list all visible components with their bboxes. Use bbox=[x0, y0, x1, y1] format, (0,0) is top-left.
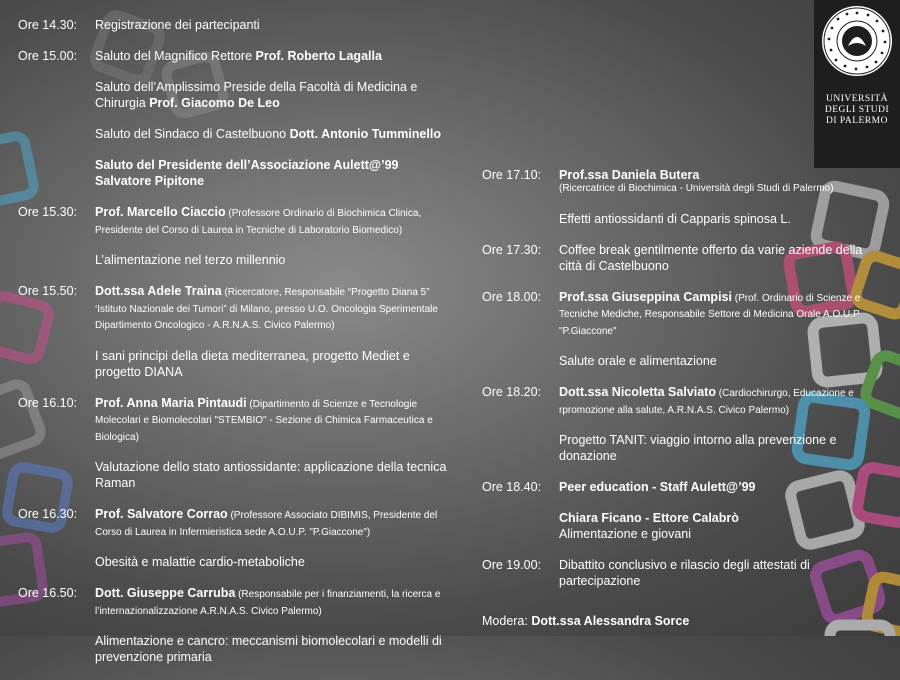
greeting-association: Saluto del Presidente dell’Associazione Aulett@’99 Salvatore Pipitone bbox=[95, 157, 458, 189]
program-left-column bbox=[18, 17, 458, 680]
speaker-role: (Dipartimento di Scienze e Tecnologie Molecolari e Biomolecolari "STEMBIO" - Sezione di Chimica Farmaceutica e Biologica) bbox=[95, 398, 433, 443]
talk-title: L’alimentazione nel terzo millennio bbox=[95, 253, 286, 267]
time-label: Ore 14.30: bbox=[18, 18, 78, 32]
time-label: Ore 16.50: bbox=[18, 586, 78, 600]
greetings-block bbox=[95, 48, 458, 189]
schedule-row bbox=[18, 283, 458, 380]
speaker-name: Dott. Giuseppe Carruba bbox=[95, 586, 236, 600]
schedule-row bbox=[18, 48, 458, 189]
schedule-row bbox=[482, 557, 882, 589]
time-label: Ore 15.30: bbox=[18, 205, 78, 219]
university-name-line1: UNIVERSITÀ bbox=[826, 94, 888, 104]
speaker-name: Prof.ssa Daniela Butera bbox=[559, 168, 700, 182]
talk-title: Progetto TANIT: viaggio intorno alla prevenzione e donazione bbox=[559, 433, 837, 463]
speaker-role: (Cardiochirurgo, Educazione e rpromozione alla salute, A.R.N.A.S. Civico Palermo) bbox=[559, 388, 854, 416]
speaker-name: Prof.ssa Giuseppina Campisi bbox=[559, 289, 732, 304]
session-title: Peer education - Staff Aulett@’99 bbox=[559, 480, 756, 494]
time-label: Ore 18.20: bbox=[482, 385, 542, 399]
speaker-name: Prof. Roberto Lagalla bbox=[255, 49, 382, 63]
university-name-line3: DI PALERMO bbox=[826, 116, 888, 126]
time-label: Ore 18.40: bbox=[482, 480, 542, 494]
moderator-line bbox=[482, 613, 882, 629]
time-label: Ore 15.00: bbox=[18, 49, 78, 63]
speaker-name: Chiara Ficano - Ettore Calabrò bbox=[559, 511, 739, 525]
speaker-name: Salvatore Pipitone bbox=[95, 174, 205, 188]
talk-title: Alimentazione e giovani bbox=[559, 527, 692, 541]
schedule-row bbox=[18, 585, 458, 665]
time-label: Ore 18.00: bbox=[482, 289, 542, 304]
speaker-name: Prof. Giacomo De Leo bbox=[149, 96, 280, 110]
greeting-mayor: Saluto del Sindaco di Castelbuono Dott. Antonio Tumminello bbox=[95, 127, 441, 141]
talk-title: I sani principi della dieta mediterranea, progetto Mediet e progetto DIANA bbox=[95, 348, 410, 379]
speaker-role: (Professore Associato DIBIMIS, Presidente del Corso di Laurea in Infermieristica sede A.O.U.P. "P.Giaccone") bbox=[95, 510, 438, 538]
time-label: Ore 16.30: bbox=[18, 507, 78, 521]
speaker-name: Prof. Anna Maria Pintaudi bbox=[95, 395, 247, 410]
schedule-row bbox=[18, 506, 458, 570]
university-name-line2: DEGLI STUDI bbox=[824, 105, 890, 115]
schedule-row bbox=[482, 479, 882, 542]
talk-title: Valutazione dello stato antiossidante: applicazione della tecnica Raman bbox=[95, 460, 447, 490]
speaker-role: (Prof. Ordinario di Scienze e Tecniche Mediche, Responsabile Settore di Medicina Orale A.O.U.P "P.Giaccone" bbox=[559, 292, 861, 337]
university-seal bbox=[820, 4, 894, 78]
time-label: Ore 19.00: bbox=[482, 558, 542, 572]
talk-title: Obesità e malattie cardio-metaboliche bbox=[95, 555, 305, 569]
speaker-role: (Ricercatore, Responsabile “Progetto Diana 5” ‘Istituto Nazionale dei Tumori” di Milano, presso U.O. Oncologia Sperimentale Dipartimento Oncologico - A.R.N.A.S. Civico Palermo) bbox=[95, 287, 438, 331]
talk-title: Alimentazione e cancro: meccanismi biomolecolari e modelli di prevenzione primaria bbox=[95, 634, 442, 664]
schedule-row bbox=[18, 17, 458, 33]
speaker-role: (Responsabile per i finanziamenti, la ricerca e l’internazionalizzazione A.R.N.A.S. Civico Palermo) bbox=[95, 589, 441, 617]
talk-title: Salute orale e alimentazione bbox=[559, 354, 717, 368]
university-name bbox=[814, 94, 900, 127]
speaker-role: (Professore Ordinario di Biochimica Clinica, Presidente del Corso di Laurea in Tecniche di Laboratorio Biomedico) bbox=[95, 208, 422, 236]
schedule-row bbox=[482, 384, 882, 464]
schedule-row bbox=[482, 167, 882, 227]
event-text: Dibattito conclusivo e rilascio degli attestati di partecipazione bbox=[559, 558, 810, 588]
greeting-dean: Saluto dell’Amplissimo Preside della Facoltà di Medicina e Chirurgia Prof. Giacomo De Leo bbox=[95, 80, 418, 110]
program-right-column bbox=[482, 167, 882, 629]
schedule-row bbox=[482, 289, 882, 370]
moderator-name: Dott.ssa Alessandra Sorce bbox=[531, 614, 690, 628]
speaker-name: Dott.ssa Adele Traina bbox=[95, 284, 222, 298]
speaker-name: Prof. Salvatore Corrao bbox=[95, 507, 228, 521]
talk-title: Effetti antiossidanti di Capparis spinosa L. bbox=[559, 211, 791, 226]
schedule-row bbox=[18, 395, 458, 492]
time-label: Ore 16.10: bbox=[18, 395, 78, 410]
event-text: Coffee break gentilmente offerto da varie aziende della città di Castelbuono bbox=[559, 242, 863, 273]
speaker-name: Dott. Antonio Tumminello bbox=[289, 127, 441, 141]
university-logo bbox=[814, 0, 900, 168]
time-label: Ore 15.50: bbox=[18, 284, 78, 298]
greeting-rector: Saluto del Magnifico Rettore Prof. Roberto Lagalla bbox=[95, 49, 382, 63]
schedule-row bbox=[18, 204, 458, 268]
event-text: Registrazione dei partecipanti bbox=[95, 18, 260, 32]
time-label: Ore 17.10: bbox=[482, 168, 542, 182]
schedule-row bbox=[482, 242, 882, 274]
speaker-name: Prof. Marcello Ciaccio bbox=[95, 205, 226, 219]
speaker-name: Dott.ssa Nicoletta Salviato bbox=[559, 385, 716, 399]
moderator-label: Modera: bbox=[482, 614, 532, 628]
speaker-role: (Ricercatrice di Biochimica - Università degli Studi di Palermo) bbox=[559, 183, 834, 194]
time-label: Ore 17.30: bbox=[482, 242, 542, 257]
